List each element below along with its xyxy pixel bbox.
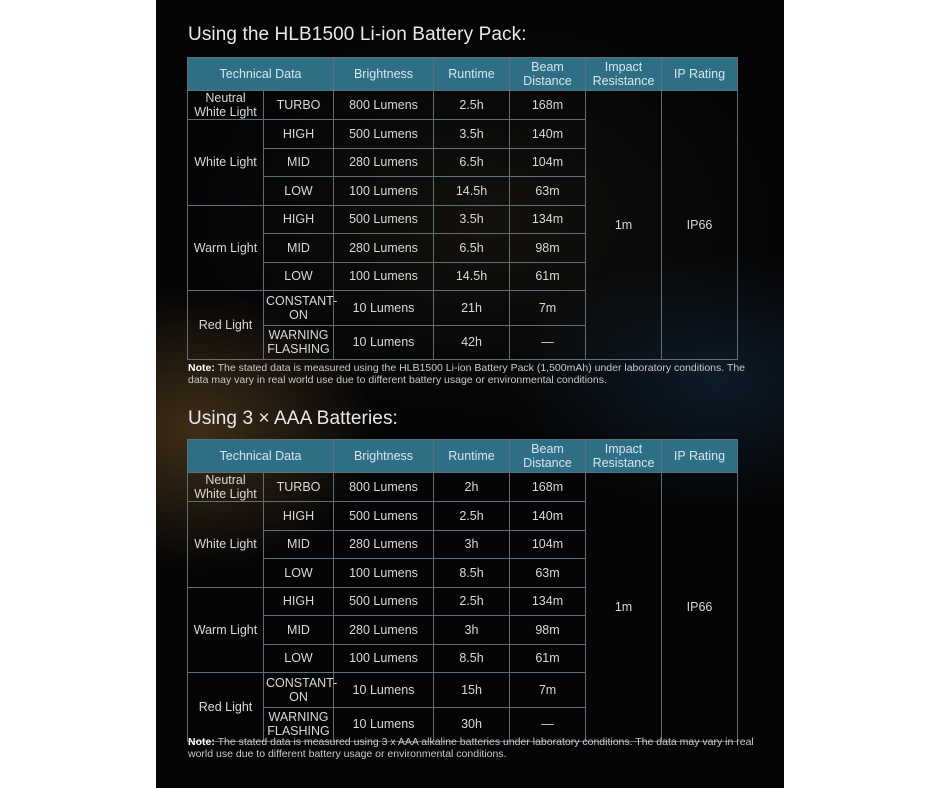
runtime-cell: 3h bbox=[434, 616, 510, 645]
mode-cell: HIGH bbox=[264, 120, 334, 149]
mode-cell: HIGH bbox=[264, 587, 334, 616]
mode-cell: MID bbox=[264, 616, 334, 645]
light-group-cell: Warm Light bbox=[188, 205, 264, 291]
brightness-cell: 10 Lumens bbox=[334, 673, 434, 708]
brightness-cell: 500 Lumens bbox=[334, 502, 434, 531]
header-cell: Runtime bbox=[434, 440, 510, 473]
section1-table bbox=[187, 57, 738, 360]
header-row bbox=[188, 58, 738, 91]
beam-distance-cell: 134m bbox=[510, 205, 586, 234]
runtime-cell: 14.5h bbox=[434, 177, 510, 206]
header-cell: Technical Data bbox=[188, 440, 334, 473]
mode-cell: LOW bbox=[264, 559, 334, 588]
mode-cell: MID bbox=[264, 530, 334, 559]
brightness-cell: 100 Lumens bbox=[334, 262, 434, 291]
beam-distance-cell: 168m bbox=[510, 91, 586, 120]
light-group-cell: Red Light bbox=[188, 673, 264, 742]
brightness-cell: 100 Lumens bbox=[334, 177, 434, 206]
section2-note-text: The stated data is measured using 3 x AAA alkaline batteries under laboratory conditions. The data may vary in real world use due to different battery usage or environmental conditions. bbox=[188, 736, 754, 760]
mode-cell: LOW bbox=[264, 177, 334, 206]
runtime-cell: 8.5h bbox=[434, 644, 510, 673]
ip-rating-cell: IP66 bbox=[662, 473, 738, 742]
light-group-cell: Neutral White Light bbox=[188, 473, 264, 502]
impact-resistance-cell: 1m bbox=[586, 91, 662, 360]
runtime-cell: 30h bbox=[434, 707, 510, 742]
mode-cell: HIGH bbox=[264, 205, 334, 234]
section1-title: Using the HLB1500 Li-ion Battery Pack: bbox=[188, 24, 527, 45]
beam-distance-cell: 140m bbox=[510, 502, 586, 531]
header-cell: Runtime bbox=[434, 58, 510, 91]
mode-cell: HIGH bbox=[264, 502, 334, 531]
mode-cell: TURBO bbox=[264, 473, 334, 502]
header-cell: IP Rating bbox=[662, 58, 738, 91]
beam-distance-cell: 140m bbox=[510, 120, 586, 149]
header-row bbox=[188, 440, 738, 473]
mode-cell: CONSTANT- ON bbox=[264, 291, 334, 326]
beam-distance-cell: 7m bbox=[510, 673, 586, 708]
beam-distance-cell: 104m bbox=[510, 148, 586, 177]
beam-distance-cell: 168m bbox=[510, 473, 586, 502]
mode-cell: WARNING FLASHING bbox=[264, 325, 334, 360]
light-group-cell: Warm Light bbox=[188, 587, 264, 673]
beam-distance-cell: 63m bbox=[510, 559, 586, 588]
light-group-cell: White Light bbox=[188, 120, 264, 206]
brightness-cell: 100 Lumens bbox=[334, 644, 434, 673]
table-row bbox=[188, 473, 738, 502]
light-group-cell: Neutral White Light bbox=[188, 91, 264, 120]
runtime-cell: 3.5h bbox=[434, 120, 510, 149]
light-group-cell: Red Light bbox=[188, 291, 264, 360]
runtime-cell: 2.5h bbox=[434, 91, 510, 120]
brightness-cell: 500 Lumens bbox=[334, 205, 434, 234]
spec-poster bbox=[156, 0, 784, 788]
mode-cell: LOW bbox=[264, 262, 334, 291]
mode-cell: CONSTANT- ON bbox=[264, 673, 334, 708]
table-row bbox=[188, 91, 738, 120]
header-cell: Impact Resistance bbox=[586, 440, 662, 473]
section1-note-label: Note: bbox=[188, 362, 215, 374]
beam-distance-cell: 7m bbox=[510, 291, 586, 326]
runtime-cell: 3h bbox=[434, 530, 510, 559]
runtime-cell: 2.5h bbox=[434, 587, 510, 616]
section2-title: Using 3 × AAA Batteries: bbox=[188, 408, 398, 429]
beam-distance-cell: 61m bbox=[510, 262, 586, 291]
brightness-cell: 100 Lumens bbox=[334, 559, 434, 588]
light-group-cell: White Light bbox=[188, 502, 264, 588]
header-cell: Beam Distance bbox=[510, 440, 586, 473]
ip-rating-cell: IP66 bbox=[662, 91, 738, 360]
section2-table bbox=[187, 439, 738, 742]
mode-cell: WARNING FLASHING bbox=[264, 707, 334, 742]
header-cell: Impact Resistance bbox=[586, 58, 662, 91]
beam-distance-cell: 98m bbox=[510, 234, 586, 263]
header-cell: Brightness bbox=[334, 440, 434, 473]
header-cell: IP Rating bbox=[662, 440, 738, 473]
brightness-cell: 280 Lumens bbox=[334, 530, 434, 559]
header-cell: Brightness bbox=[334, 58, 434, 91]
beam-distance-cell: — bbox=[510, 325, 586, 360]
beam-distance-cell: 98m bbox=[510, 616, 586, 645]
runtime-cell: 3.5h bbox=[434, 205, 510, 234]
brightness-cell: 10 Lumens bbox=[334, 707, 434, 742]
mode-cell: TURBO bbox=[264, 91, 334, 120]
beam-distance-cell: 61m bbox=[510, 644, 586, 673]
beam-distance-cell: 63m bbox=[510, 177, 586, 206]
runtime-cell: 6.5h bbox=[434, 148, 510, 177]
runtime-cell: 42h bbox=[434, 325, 510, 360]
mode-cell: MID bbox=[264, 234, 334, 263]
section1-note bbox=[188, 362, 758, 386]
runtime-cell: 6.5h bbox=[434, 234, 510, 263]
brightness-cell: 10 Lumens bbox=[334, 325, 434, 360]
runtime-cell: 8.5h bbox=[434, 559, 510, 588]
section2-note bbox=[188, 736, 758, 760]
runtime-cell: 15h bbox=[434, 673, 510, 708]
beam-distance-cell: — bbox=[510, 707, 586, 742]
header-cell: Beam Distance bbox=[510, 58, 586, 91]
brightness-cell: 500 Lumens bbox=[334, 120, 434, 149]
section1-note-text: The stated data is measured using the HLB1500 Li-ion Battery Pack (1,500mAh) under laboratory conditions. The data may vary in real world use due to different battery usage or environmental conditions. bbox=[188, 362, 746, 386]
brightness-cell: 800 Lumens bbox=[334, 473, 434, 502]
section2-note-label: Note: bbox=[188, 736, 215, 748]
brightness-cell: 10 Lumens bbox=[334, 291, 434, 326]
brightness-cell: 280 Lumens bbox=[334, 616, 434, 645]
header-cell: Technical Data bbox=[188, 58, 334, 91]
mode-cell: LOW bbox=[264, 644, 334, 673]
runtime-cell: 21h bbox=[434, 291, 510, 326]
runtime-cell: 2.5h bbox=[434, 502, 510, 531]
brightness-cell: 280 Lumens bbox=[334, 234, 434, 263]
mode-cell: MID bbox=[264, 148, 334, 177]
brightness-cell: 280 Lumens bbox=[334, 148, 434, 177]
beam-distance-cell: 104m bbox=[510, 530, 586, 559]
brightness-cell: 500 Lumens bbox=[334, 587, 434, 616]
runtime-cell: 2h bbox=[434, 473, 510, 502]
impact-resistance-cell: 1m bbox=[586, 473, 662, 742]
beam-distance-cell: 134m bbox=[510, 587, 586, 616]
brightness-cell: 800 Lumens bbox=[334, 91, 434, 120]
runtime-cell: 14.5h bbox=[434, 262, 510, 291]
